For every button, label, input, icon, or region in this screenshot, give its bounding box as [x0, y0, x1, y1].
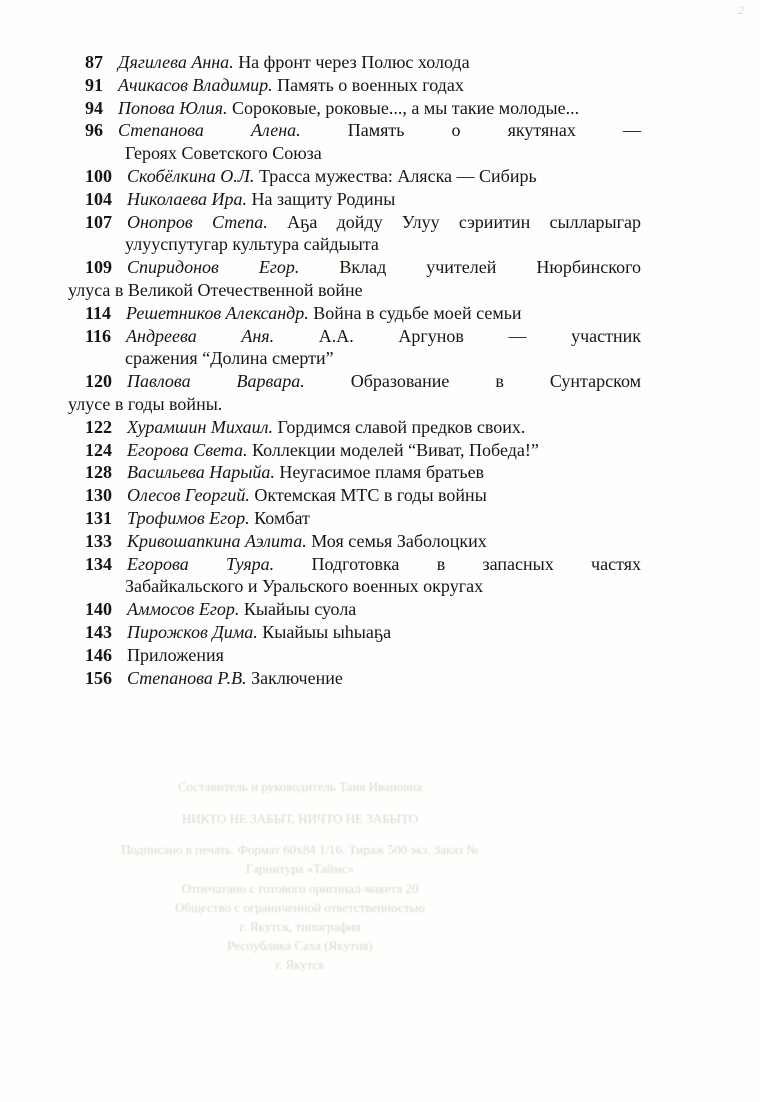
bleed-through-line: НИКТО НЕ ЗАБЫТ, НИЧТО НЕ ЗАБЫТО — [181, 811, 419, 826]
bleed-through-line: г. Якутск, типография — [239, 919, 361, 934]
toc-title: Заключение — [251, 667, 343, 688]
toc-entry — [0, 507, 710, 530]
toc-page-number: 94 — [85, 97, 103, 118]
bleed-through-line: Составитель и руководитель Таня Ивановна — [177, 779, 423, 794]
toc-page-number: 114 — [85, 302, 112, 323]
toc-title: Трасса мужества: Аляска — Сибирь — [258, 165, 537, 186]
toc-page-number: 104 — [85, 188, 112, 209]
toc-entry-continuation — [0, 142, 710, 165]
toc-author: Пирожков Дима. — [127, 621, 258, 642]
toc-entry-continuation — [0, 575, 710, 598]
toc-page-number: 87 — [85, 52, 103, 72]
toc-page-number: 124 — [85, 439, 112, 460]
toc-author: Дягилева Анна. — [118, 52, 234, 72]
toc-page-number: 133 — [85, 530, 112, 551]
toc-title: Сороковые, роковые..., а мы такие молодые... — [232, 97, 580, 118]
toc-title: Память о военных годах — [277, 74, 464, 95]
toc-title: Октемская МТС в годы войны — [254, 485, 487, 506]
toc-title-continuation: улуса в Великой Отечественной войне — [68, 279, 363, 300]
toc-title: Вклад учителей Нюрбинского — [339, 257, 642, 278]
toc-author: Трофимов Егор. — [127, 507, 250, 528]
toc-title-continuation: сражения “Долина смерти” — [125, 348, 334, 369]
toc-page-number: 140 — [85, 599, 112, 620]
bleed-through-colophon — [85, 778, 515, 973]
toc-title: Образование в Сунтарском — [350, 371, 641, 392]
toc-author: Спиридонов Егор. — [127, 257, 300, 278]
toc-title-continuation: улууспутугар культура сайдыыта — [125, 234, 379, 255]
toc-page-number: 100 — [85, 165, 112, 186]
toc-entry — [0, 644, 710, 667]
toc-author: Аммосов Егор. — [127, 599, 240, 620]
toc-entry — [0, 553, 641, 576]
toc-entry — [0, 667, 710, 690]
toc-author: Егорова Света. — [127, 439, 248, 460]
toc-author: Онопров Степа. — [127, 211, 268, 232]
toc-title: Неугасимое пламя братьев — [279, 462, 485, 483]
corner-pencil-mark: 2 — [738, 3, 744, 17]
toc-author: Решетников Александр. — [126, 302, 309, 323]
bleed-through-line: Республика Саха (Якутия) — [227, 938, 373, 953]
toc-author: Николаева Ира. — [127, 188, 248, 209]
toc-author: Кривошапкина Аэлита. — [127, 530, 307, 551]
toc-entry-continuation — [0, 347, 710, 370]
bleed-through-line: Общество с ограниченной ответственностью — [174, 900, 426, 915]
toc-author: Андреева Аня. — [126, 325, 275, 346]
toc-entry — [0, 484, 710, 507]
toc-entry — [0, 188, 710, 211]
toc-title: Приложения — [127, 644, 224, 665]
toc-author: Степанова Р.В. — [127, 667, 247, 688]
bleed-through-line: г. Якутск — [275, 957, 325, 972]
toc-entry — [0, 74, 710, 97]
bleed-through-line: Гарнитура «Таймс» — [245, 861, 355, 876]
toc-author: Васильева Нарыйа. — [127, 462, 275, 483]
toc-page-number: 128 — [85, 462, 112, 483]
toc-entry — [0, 165, 710, 188]
toc-author: Скобёлкина О.Л. — [127, 165, 255, 186]
toc-page-number: 122 — [85, 416, 112, 437]
toc-author: Ачикасов Владимир. — [118, 74, 273, 95]
toc-entry — [0, 211, 641, 234]
toc-entry-continuation — [0, 393, 710, 416]
toc-author: Хурамшин Михаил. — [127, 416, 273, 437]
toc-entry — [0, 302, 710, 325]
toc-author: Степанова Алена. — [118, 120, 301, 141]
toc-entry — [0, 325, 641, 348]
toc-title: Моя семья Заболоцких — [311, 530, 487, 551]
toc-author: Павлова Варвара. — [127, 371, 305, 392]
toc-entry — [0, 119, 641, 142]
toc-title: А.А. Аргунов — участник — [318, 325, 642, 346]
toc-entry — [0, 416, 710, 439]
table-of-contents — [0, 51, 710, 689]
toc-title: Гордимся славой предков своих. — [277, 416, 526, 437]
toc-title: Война в судьбе моей семьи — [313, 302, 522, 323]
toc-page-number: 96 — [85, 120, 103, 141]
toc-page-number: 109 — [85, 257, 112, 278]
toc-title: На защиту Родины — [251, 188, 396, 209]
toc-title: Комбат — [254, 507, 310, 528]
toc-title: На фронт через Полюс холода — [238, 52, 470, 72]
toc-page-number: 116 — [85, 325, 112, 346]
toc-entry-continuation — [0, 279, 710, 302]
toc-title: Подготовка в запасных частях — [311, 553, 641, 574]
toc-entry — [0, 256, 641, 279]
toc-page-number: 107 — [85, 211, 112, 232]
toc-title: Память о якутянах — — [347, 120, 641, 141]
toc-entry — [0, 461, 710, 484]
toc-page-number: 131 — [85, 507, 112, 528]
toc-entry — [0, 530, 710, 553]
toc-title-continuation: улусе в годы войны. — [68, 393, 223, 414]
toc-page-number: 130 — [85, 485, 112, 506]
toc-title: Коллекции моделей “Виват, Победа!” — [252, 439, 539, 460]
toc-title: Кыайыы суола — [243, 599, 357, 620]
toc-author: Олесов Георгий. — [127, 485, 250, 506]
toc-page-number: 146 — [85, 644, 112, 665]
toc-page-number: 134 — [85, 553, 112, 574]
bleed-through-line: Отпечатано с готового оригинал-макета 20 — [181, 881, 419, 896]
toc-page-number: 156 — [85, 667, 112, 688]
toc-entry — [0, 370, 641, 393]
toc-author: Попова Юлия. — [118, 97, 228, 118]
bleed-through-line: Подписано в печать. Формат 60х84 1/16. Тираж 500 экз. Заказ № — [121, 842, 479, 857]
toc-title-continuation: Героях Советского Союза — [125, 143, 322, 164]
toc-author: Егорова Туяра. — [127, 553, 275, 574]
toc-entry-continuation — [0, 233, 710, 256]
toc-title: Кыайыы ыһыаҕа — [262, 621, 392, 642]
toc-entry — [0, 51, 710, 74]
toc-entry — [0, 97, 710, 120]
toc-entry — [0, 621, 710, 644]
toc-title-continuation: Забайкальского и Уральского военных округах — [125, 576, 484, 597]
toc-page-number: 120 — [85, 371, 112, 392]
toc-entry — [0, 598, 710, 621]
toc-entry — [0, 439, 710, 462]
toc-title: Аҕа дойду Улуу сэриитин сылларыгар — [287, 211, 642, 232]
toc-page-number: 143 — [85, 621, 112, 642]
toc-page-number: 91 — [85, 74, 103, 95]
